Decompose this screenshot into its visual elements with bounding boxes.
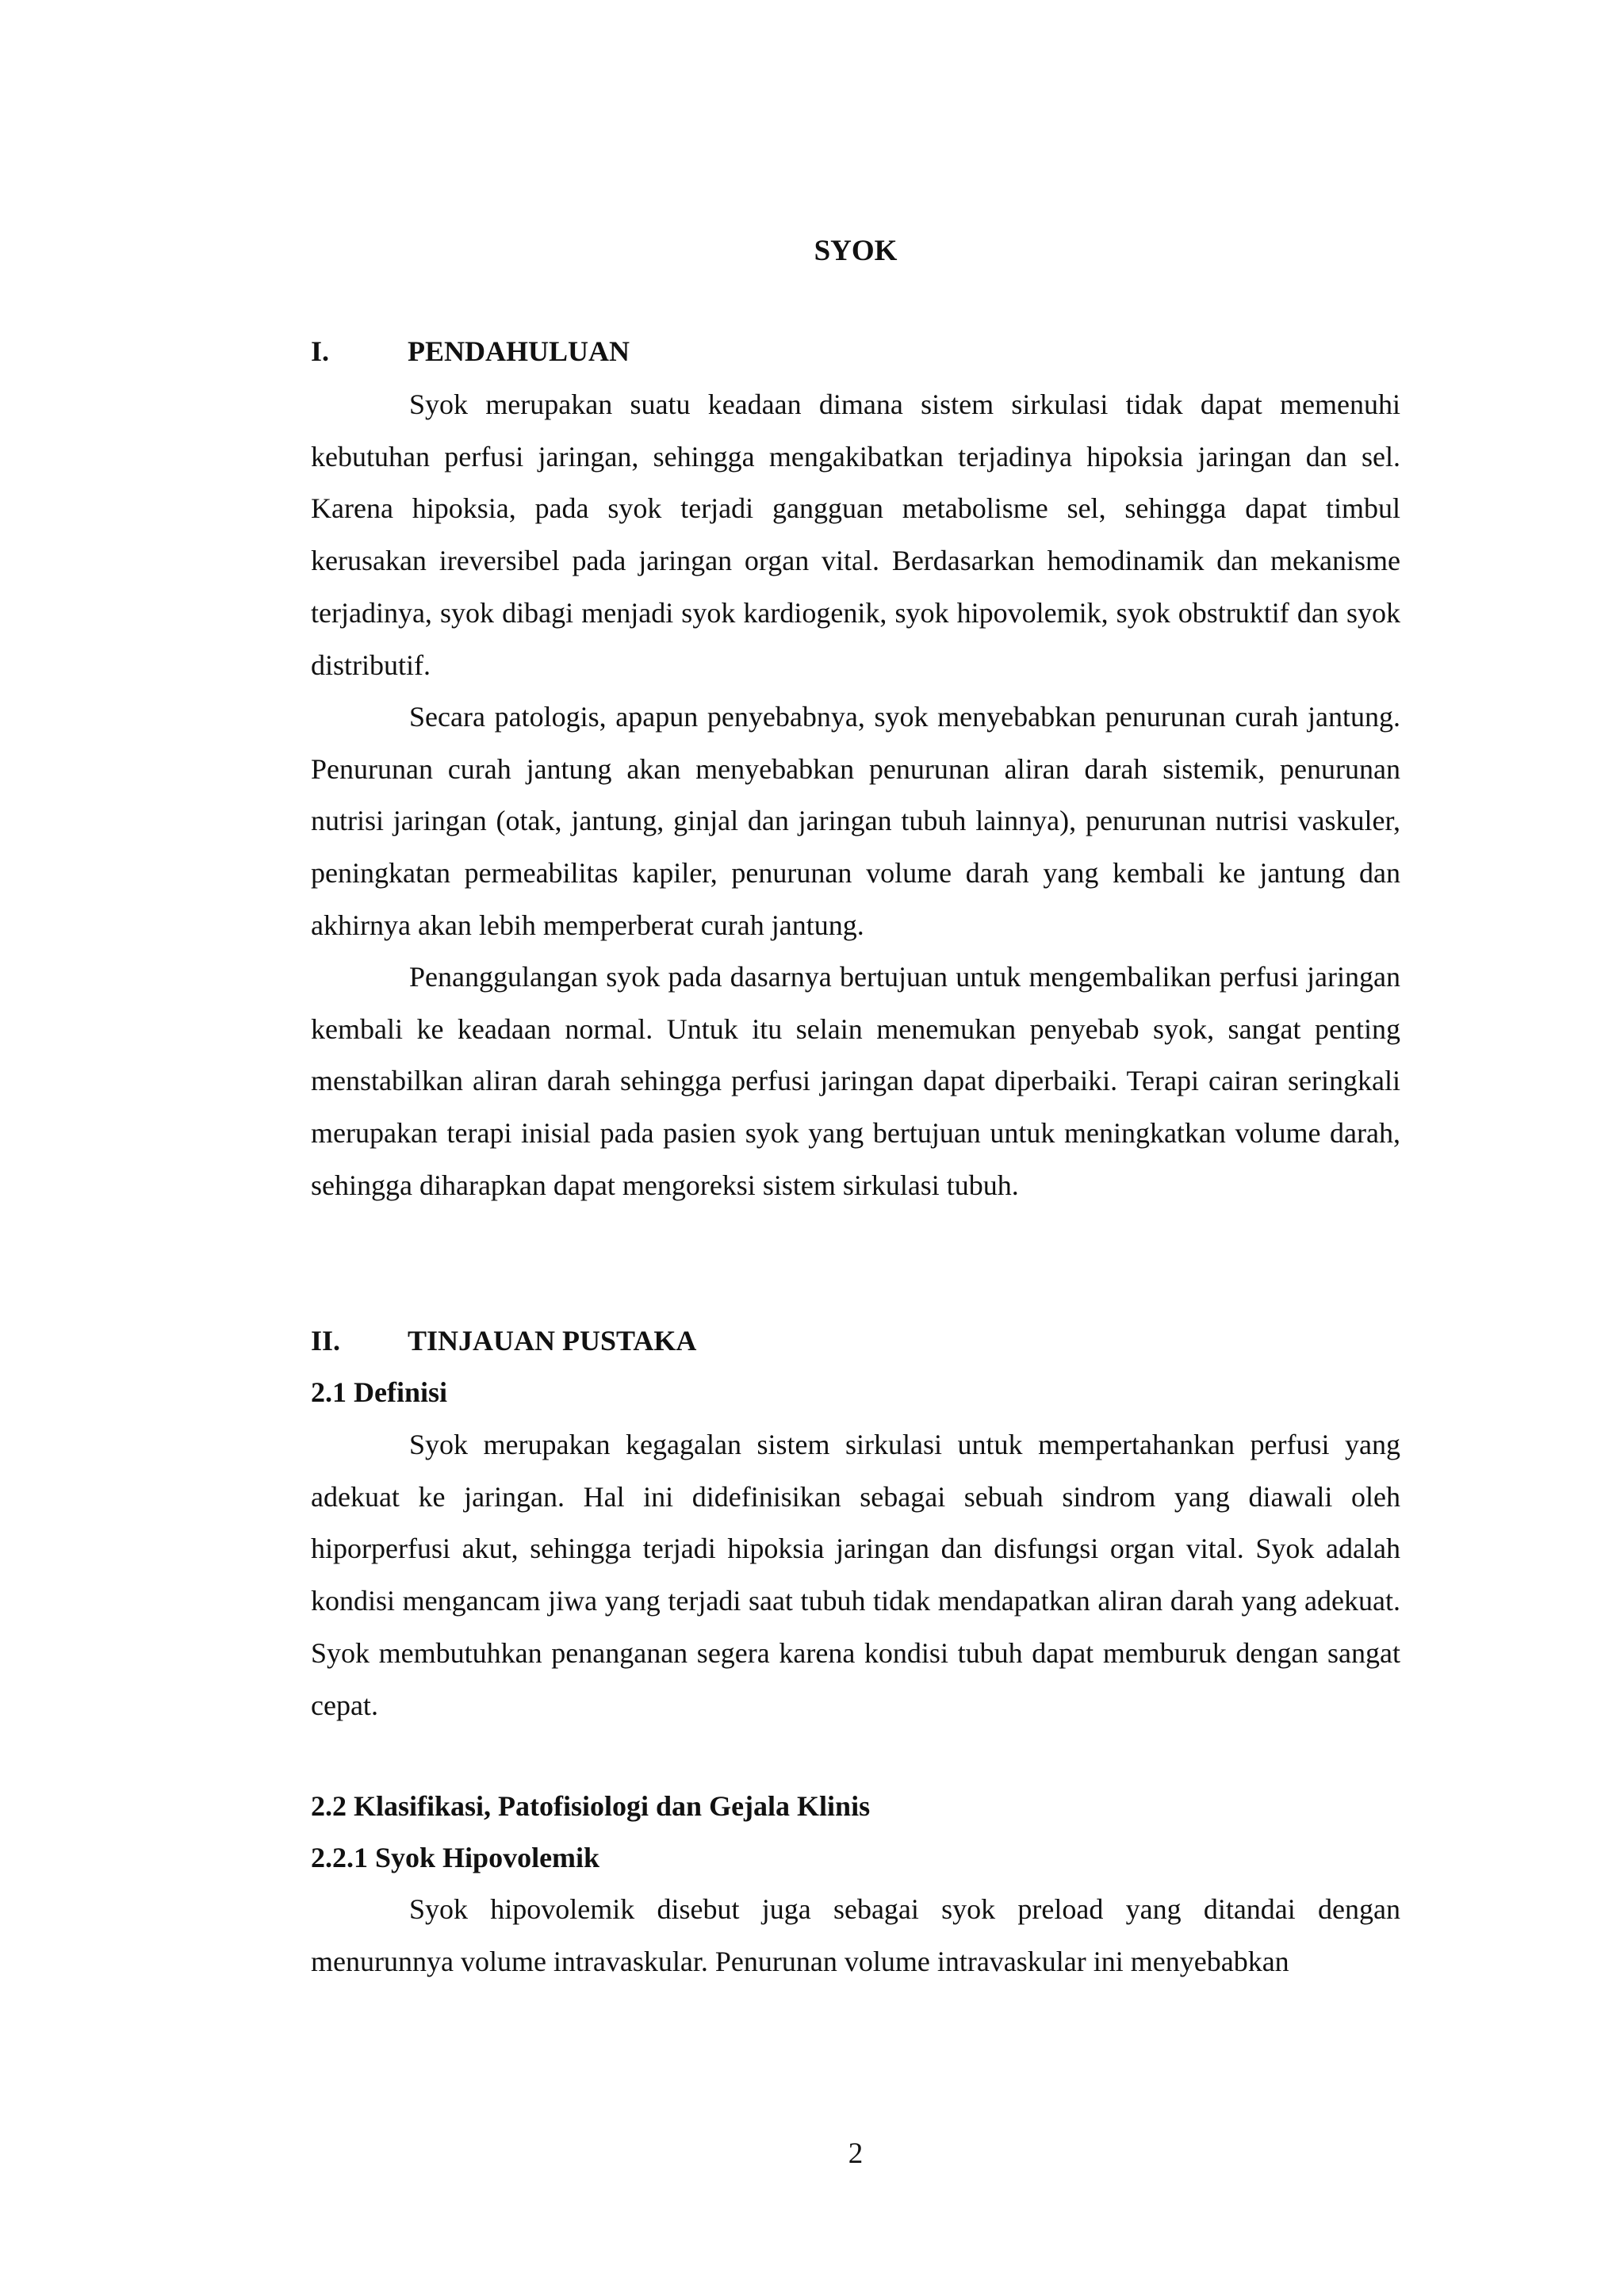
section-title: PENDAHULUAN [408,335,630,367]
paragraph: Penanggulangan syok pada dasarnya bertujuan untuk mengembalikan perfusi jaringan kembali ke keadaan normal. Untuk itu selain menemukan penyebab syok, sangat penting menstabilkan aliran darah sehingga perfusi jaringan dapat diperbaiki. Terapi cairan seringkali merupakan terapi inisial pada pasien syok yang bertujuan untuk meningkatkan volume darah, sehingga diharapkan dapat mengoreksi sistem sirkulasi tubuh. [311,961,1400,1201]
subsection-heading-syok-hipovolemik: 2.2.1 Syok Hipovolemik [311,1842,600,1873]
paragraph: Syok hipovolemik disebut juga sebagai syok preload yang ditandai dengan menurunnya volume intravaskular. Penurunan volume intravaskular ini menyebabkan [311,1893,1400,1977]
section-number: II. [311,1325,341,1357]
paragraph: Secara patologis, apapun penyebabnya, syok menyebabkan penurunan curah jantung. Penurunan curah jantung akan menyebabkan penurunan aliran darah sistemik, penurunan nutrisi jaringan (otak, jantung, ginjal dan jaringan tubuh lainnya), penurunan nutrisi vaskuler, peningkatan permeabilitas kapiler, penurunan volume darah yang kembali ke jantung dan akhirnya akan lebih memperberat curah jantung. [311,701,1400,941]
section-number: I. [311,335,330,367]
paragraph: Syok merupakan kegagalan sistem sirkulasi untuk mempertahankan perfusi yang adekuat ke jaringan. Hal ini didefinisikan sebagai sebuah sindrom yang diawali oleh hiporperfusi akut, sehingga terjadi hipoksia jaringan dan disfungsi organ vital. Syok adalah kondisi mengancam jiwa yang terjadi saat tubuh tidak mendapatkan aliran darah yang adekuat. Syok membutuhkan penanganan segera karena kondisi tubuh dapat memburuk dengan sangat cepat. [311,1429,1400,1721]
section-heading-tinjauan-pustaka [311,1321,696,1360]
page-number: 2 [848,2137,864,2170]
subsection-heading-klasifikasi: 2.2 Klasifikasi, Patofisiologi dan Gejala Klinis [311,1790,871,1822]
section-heading-pendahuluan [311,331,630,371]
section-title: TINJAUAN PUSTAKA [408,1325,697,1357]
subsection-heading-definisi: 2.1 Definisi [311,1376,448,1408]
document-title: SYOK [814,235,898,267]
paragraph: Syok merupakan suatu keadaan dimana sistem sirkulasi tidak dapat memenuhi kebutuhan perfusi jaringan, sehingga mengakibatkan terjadinya hipoksia jaringan dan sel. Karena hipoksia, pada syok terjadi gangguan metabolisme sel, sehingga dapat timbul kerusakan ireversibel pada jaringan organ vital. Berdasarkan hemodinamik dan mekanisme terjadinya, syok dibagi menjadi syok kardiogenik, syok hipovolemik, syok obstruktif dan syok distributif. [311,388,1400,681]
